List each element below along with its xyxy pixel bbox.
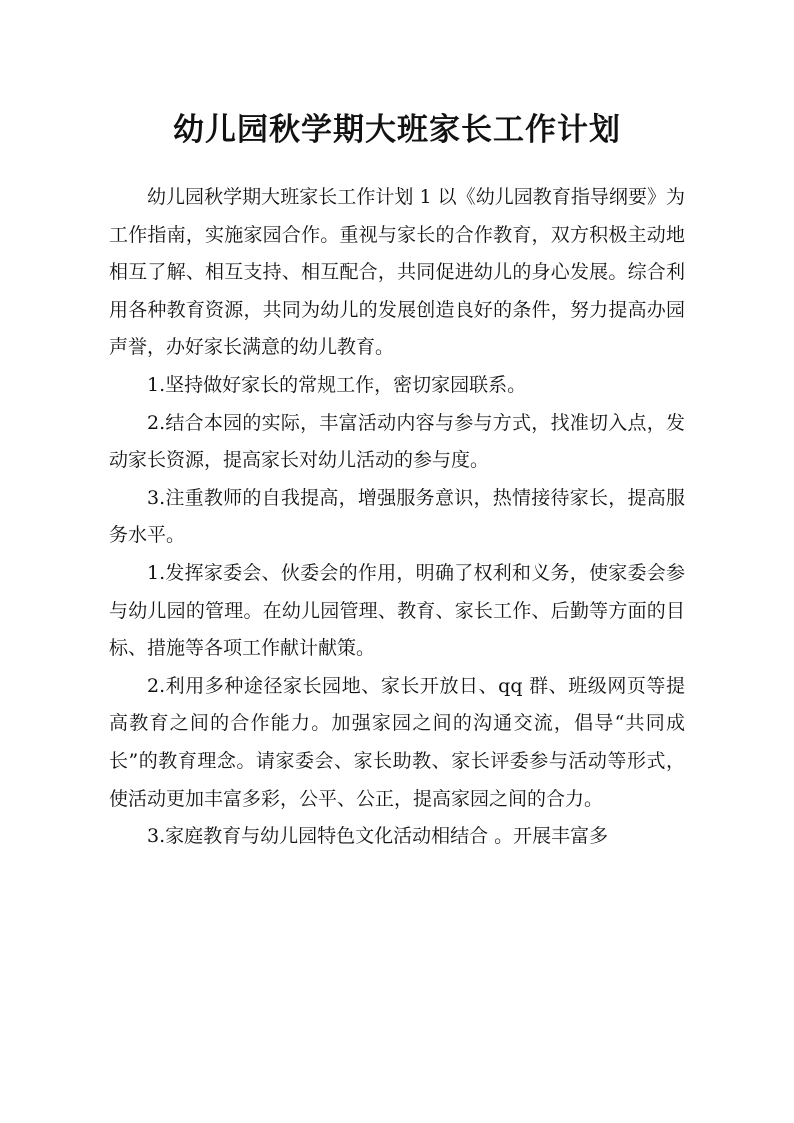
document-title: 幼儿园秋学期大班家长工作计划	[173, 112, 621, 148]
paragraph-item: 1.坚持做好家长的常规工作，密切家园联系。	[147, 373, 527, 396]
paragraph-item: 3.注重教师的自我提高，增强服务意识，热情接待家长，提高服务水平。	[109, 486, 685, 547]
paragraph-item: 1.发挥家委会、伙委会的作用，明确了权利和义务，使家委会参与幼儿园的管理。在幼儿园管理、教育、家长工作、后勤等方面的目标、措施等各项工作献计献策。	[109, 561, 685, 660]
document-body	[109, 179, 685, 856]
paragraph-item: 2.利用多种途径家长园地、家长开放日、qq 群、班级网页等提高教育之间的合作能力。加强家园之间的沟通交流，倡导“共同成长”的教育理念。请家委会、家长助教、家长评委参与活动等形式，使活动更加丰富多彩，公平、公正，提高家园之间的合力。	[109, 674, 685, 810]
paragraph-item: 2.结合本园的实际，丰富活动内容与参与方式，找准切入点，发动家长资源，提高家长对幼儿活动的参与度。	[109, 411, 685, 472]
paragraph-item: 3.家庭教育与幼儿园特色文化活动相结合 。开展丰富多	[147, 825, 609, 848]
paragraph-intro: 幼儿园秋学期大班家长工作计划 1 以《幼儿园教育指导纲要》为工作指南，实施家园合作。重视与家长的合作教育，双方积极主动地相互了解、相互支持、相互配合，共同促进幼儿的身心发展。综合利用各种教育资源，共同为幼儿的发展创造良好的条件，努力提高办园声誉，办好家长满意的幼儿教育。	[109, 186, 685, 359]
